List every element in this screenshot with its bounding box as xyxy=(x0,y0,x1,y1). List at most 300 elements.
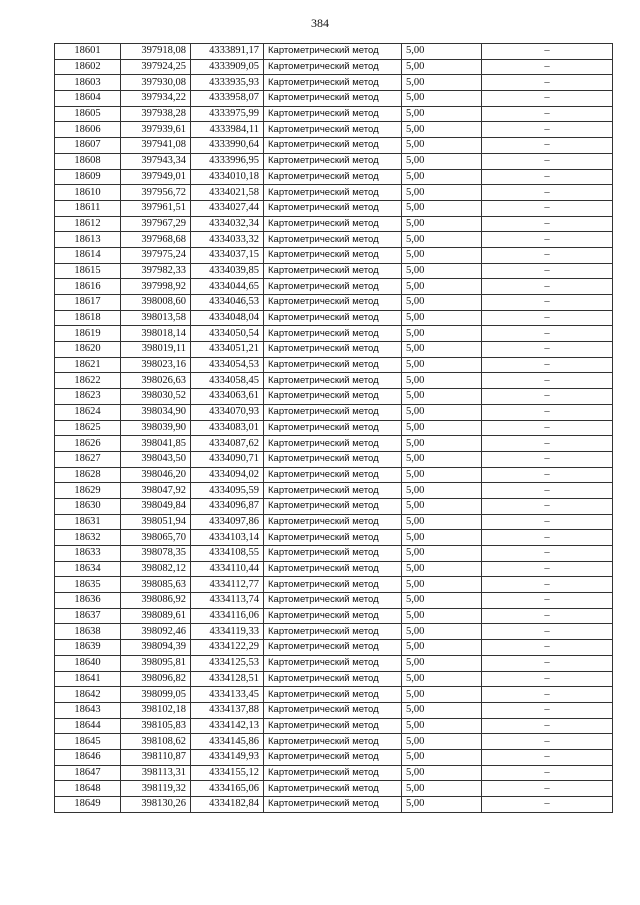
x-coordinate-cell: 398092,46 xyxy=(121,624,191,640)
accuracy-cell: 5,00 xyxy=(402,122,482,138)
method-cell: Картометрический метод xyxy=(264,342,402,358)
y-coordinate-cell: 4333984,11 xyxy=(191,122,264,138)
x-coordinate-cell: 398108,62 xyxy=(121,734,191,750)
table-row xyxy=(55,577,613,593)
y-coordinate-cell: 4334122,29 xyxy=(191,640,264,656)
point-number-cell: 18635 xyxy=(55,577,121,593)
method-cell: Картометрический метод xyxy=(264,436,402,452)
accuracy-cell: 5,00 xyxy=(402,702,482,718)
table-row xyxy=(55,75,613,91)
point-number-cell: 18633 xyxy=(55,546,121,562)
x-coordinate-cell: 398105,83 xyxy=(121,718,191,734)
dash-cell: – xyxy=(482,530,613,546)
table-row xyxy=(55,749,613,765)
y-coordinate-cell: 4334090,71 xyxy=(191,451,264,467)
y-coordinate-cell: 4334039,85 xyxy=(191,263,264,279)
method-cell: Картометрический метод xyxy=(264,122,402,138)
y-coordinate-cell: 4334033,32 xyxy=(191,232,264,248)
accuracy-cell: 5,00 xyxy=(402,310,482,326)
x-coordinate-cell: 397968,68 xyxy=(121,232,191,248)
x-coordinate-cell: 398034,90 xyxy=(121,404,191,420)
table-row xyxy=(55,734,613,750)
point-number-cell: 18609 xyxy=(55,169,121,185)
table-row xyxy=(55,91,613,107)
method-cell: Картометрический метод xyxy=(264,44,402,60)
dash-cell: – xyxy=(482,514,613,530)
method-cell: Картометрический метод xyxy=(264,561,402,577)
dash-cell: – xyxy=(482,702,613,718)
table-row xyxy=(55,232,613,248)
dash-cell: – xyxy=(482,169,613,185)
x-coordinate-cell: 398023,16 xyxy=(121,357,191,373)
y-coordinate-cell: 4334051,21 xyxy=(191,342,264,358)
x-coordinate-cell: 398086,92 xyxy=(121,593,191,609)
method-cell: Картометрический метод xyxy=(264,420,402,436)
x-coordinate-cell: 398051,94 xyxy=(121,514,191,530)
table-row xyxy=(55,279,613,295)
point-number-cell: 18627 xyxy=(55,451,121,467)
method-cell: Картометрический метод xyxy=(264,357,402,373)
accuracy-cell: 5,00 xyxy=(402,59,482,75)
y-coordinate-cell: 4334027,44 xyxy=(191,200,264,216)
table-row xyxy=(55,216,613,232)
method-cell: Картометрический метод xyxy=(264,765,402,781)
method-cell: Картометрический метод xyxy=(264,514,402,530)
dash-cell: – xyxy=(482,781,613,797)
y-coordinate-cell: 4334037,15 xyxy=(191,247,264,263)
dash-cell: – xyxy=(482,640,613,656)
y-coordinate-cell: 4334125,53 xyxy=(191,655,264,671)
point-number-cell: 18625 xyxy=(55,420,121,436)
table-row xyxy=(55,200,613,216)
table-row xyxy=(55,781,613,797)
point-number-cell: 18644 xyxy=(55,718,121,734)
table-row xyxy=(55,498,613,514)
point-number-cell: 18618 xyxy=(55,310,121,326)
y-coordinate-cell: 4334116,06 xyxy=(191,608,264,624)
y-coordinate-cell: 4334032,34 xyxy=(191,216,264,232)
accuracy-cell: 5,00 xyxy=(402,44,482,60)
table-row xyxy=(55,357,613,373)
accuracy-cell: 5,00 xyxy=(402,451,482,467)
dash-cell: – xyxy=(482,122,613,138)
dash-cell: – xyxy=(482,687,613,703)
table-row xyxy=(55,546,613,562)
accuracy-cell: 5,00 xyxy=(402,514,482,530)
dash-cell: – xyxy=(482,436,613,452)
table-row xyxy=(55,624,613,640)
point-number-cell: 18632 xyxy=(55,530,121,546)
dash-cell: – xyxy=(482,357,613,373)
table-row xyxy=(55,404,613,420)
method-cell: Картометрический метод xyxy=(264,734,402,750)
point-number-cell: 18606 xyxy=(55,122,121,138)
dash-cell: – xyxy=(482,44,613,60)
table-row xyxy=(55,530,613,546)
method-cell: Картометрический метод xyxy=(264,59,402,75)
y-coordinate-cell: 4333909,05 xyxy=(191,59,264,75)
accuracy-cell: 5,00 xyxy=(402,263,482,279)
x-coordinate-cell: 398008,60 xyxy=(121,295,191,311)
point-number-cell: 18649 xyxy=(55,797,121,813)
y-coordinate-cell: 4334094,02 xyxy=(191,467,264,483)
table-row xyxy=(55,467,613,483)
coordinates-table xyxy=(54,43,613,813)
x-coordinate-cell: 398047,92 xyxy=(121,483,191,499)
y-coordinate-cell: 4334155,12 xyxy=(191,765,264,781)
accuracy-cell: 5,00 xyxy=(402,624,482,640)
x-coordinate-cell: 398013,58 xyxy=(121,310,191,326)
point-number-cell: 18641 xyxy=(55,671,121,687)
method-cell: Картометрический метод xyxy=(264,593,402,609)
accuracy-cell: 5,00 xyxy=(402,749,482,765)
x-coordinate-cell: 398095,81 xyxy=(121,655,191,671)
y-coordinate-cell: 4334087,62 xyxy=(191,436,264,452)
x-coordinate-cell: 398078,35 xyxy=(121,546,191,562)
dash-cell: – xyxy=(482,185,613,201)
table-row xyxy=(55,138,613,154)
accuracy-cell: 5,00 xyxy=(402,216,482,232)
x-coordinate-cell: 398102,18 xyxy=(121,702,191,718)
point-number-cell: 18636 xyxy=(55,593,121,609)
accuracy-cell: 5,00 xyxy=(402,295,482,311)
x-coordinate-cell: 398018,14 xyxy=(121,326,191,342)
accuracy-cell: 5,00 xyxy=(402,718,482,734)
table-row xyxy=(55,436,613,452)
x-coordinate-cell: 398119,32 xyxy=(121,781,191,797)
table-row xyxy=(55,153,613,169)
x-coordinate-cell: 397939,61 xyxy=(121,122,191,138)
accuracy-cell: 5,00 xyxy=(402,530,482,546)
accuracy-cell: 5,00 xyxy=(402,436,482,452)
y-coordinate-cell: 4334095,59 xyxy=(191,483,264,499)
accuracy-cell: 5,00 xyxy=(402,687,482,703)
method-cell: Картометрический метод xyxy=(264,640,402,656)
accuracy-cell: 5,00 xyxy=(402,404,482,420)
dash-cell: – xyxy=(482,451,613,467)
dash-cell: – xyxy=(482,420,613,436)
dash-cell: – xyxy=(482,153,613,169)
x-coordinate-cell: 397924,25 xyxy=(121,59,191,75)
method-cell: Картометрический метод xyxy=(264,153,402,169)
point-number-cell: 18648 xyxy=(55,781,121,797)
point-number-cell: 18611 xyxy=(55,200,121,216)
dash-cell: – xyxy=(482,749,613,765)
accuracy-cell: 5,00 xyxy=(402,373,482,389)
x-coordinate-cell: 398089,61 xyxy=(121,608,191,624)
table-row xyxy=(55,702,613,718)
x-coordinate-cell: 398094,39 xyxy=(121,640,191,656)
dash-cell: – xyxy=(482,561,613,577)
table-row xyxy=(55,451,613,467)
x-coordinate-cell: 398026,63 xyxy=(121,373,191,389)
accuracy-cell: 5,00 xyxy=(402,546,482,562)
x-coordinate-cell: 397998,92 xyxy=(121,279,191,295)
dash-cell: – xyxy=(482,765,613,781)
y-coordinate-cell: 4334119,33 xyxy=(191,624,264,640)
table-row xyxy=(55,326,613,342)
y-coordinate-cell: 4334103,14 xyxy=(191,530,264,546)
point-number-cell: 18642 xyxy=(55,687,121,703)
x-coordinate-cell: 398049,84 xyxy=(121,498,191,514)
table-row xyxy=(55,640,613,656)
point-number-cell: 18645 xyxy=(55,734,121,750)
accuracy-cell: 5,00 xyxy=(402,671,482,687)
point-number-cell: 18610 xyxy=(55,185,121,201)
table-row xyxy=(55,389,613,405)
accuracy-cell: 5,00 xyxy=(402,247,482,263)
point-number-cell: 18621 xyxy=(55,357,121,373)
accuracy-cell: 5,00 xyxy=(402,357,482,373)
y-coordinate-cell: 4334054,53 xyxy=(191,357,264,373)
dash-cell: – xyxy=(482,59,613,75)
table-row xyxy=(55,59,613,75)
table-row xyxy=(55,122,613,138)
x-coordinate-cell: 397982,33 xyxy=(121,263,191,279)
y-coordinate-cell: 4334063,61 xyxy=(191,389,264,405)
table-row xyxy=(55,373,613,389)
method-cell: Картометрический метод xyxy=(264,200,402,216)
method-cell: Картометрический метод xyxy=(264,749,402,765)
accuracy-cell: 5,00 xyxy=(402,640,482,656)
table-row xyxy=(55,310,613,326)
y-coordinate-cell: 4334108,55 xyxy=(191,546,264,562)
dash-cell: – xyxy=(482,546,613,562)
point-number-cell: 18628 xyxy=(55,467,121,483)
accuracy-cell: 5,00 xyxy=(402,75,482,91)
method-cell: Картометрический метод xyxy=(264,169,402,185)
y-coordinate-cell: 4333935,93 xyxy=(191,75,264,91)
accuracy-cell: 5,00 xyxy=(402,91,482,107)
y-coordinate-cell: 4334128,51 xyxy=(191,671,264,687)
dash-cell: – xyxy=(482,389,613,405)
method-cell: Картометрический метод xyxy=(264,106,402,122)
method-cell: Картометрический метод xyxy=(264,483,402,499)
accuracy-cell: 5,00 xyxy=(402,420,482,436)
point-number-cell: 18602 xyxy=(55,59,121,75)
dash-cell: – xyxy=(482,342,613,358)
point-number-cell: 18631 xyxy=(55,514,121,530)
method-cell: Картометрический метод xyxy=(264,185,402,201)
method-cell: Картометрический метод xyxy=(264,498,402,514)
accuracy-cell: 5,00 xyxy=(402,389,482,405)
accuracy-cell: 5,00 xyxy=(402,765,482,781)
method-cell: Картометрический метод xyxy=(264,702,402,718)
point-number-cell: 18640 xyxy=(55,655,121,671)
table-row xyxy=(55,608,613,624)
y-coordinate-cell: 4334048,04 xyxy=(191,310,264,326)
y-coordinate-cell: 4334097,86 xyxy=(191,514,264,530)
accuracy-cell: 5,00 xyxy=(402,655,482,671)
table-row xyxy=(55,169,613,185)
method-cell: Картометрический метод xyxy=(264,655,402,671)
method-cell: Картометрический метод xyxy=(264,75,402,91)
table-row xyxy=(55,718,613,734)
y-coordinate-cell: 4334046,53 xyxy=(191,295,264,311)
accuracy-cell: 5,00 xyxy=(402,781,482,797)
x-coordinate-cell: 397934,22 xyxy=(121,91,191,107)
accuracy-cell: 5,00 xyxy=(402,232,482,248)
dash-cell: – xyxy=(482,671,613,687)
y-coordinate-cell: 4333996,95 xyxy=(191,153,264,169)
y-coordinate-cell: 4334083,01 xyxy=(191,420,264,436)
y-coordinate-cell: 4334149,93 xyxy=(191,749,264,765)
y-coordinate-cell: 4334050,54 xyxy=(191,326,264,342)
accuracy-cell: 5,00 xyxy=(402,138,482,154)
point-number-cell: 18608 xyxy=(55,153,121,169)
point-number-cell: 18604 xyxy=(55,91,121,107)
table-row xyxy=(55,483,613,499)
x-coordinate-cell: 398039,90 xyxy=(121,420,191,436)
table-body xyxy=(55,44,613,813)
method-cell: Картометрический метод xyxy=(264,216,402,232)
point-number-cell: 18617 xyxy=(55,295,121,311)
point-number-cell: 18639 xyxy=(55,640,121,656)
y-coordinate-cell: 4334010,18 xyxy=(191,169,264,185)
accuracy-cell: 5,00 xyxy=(402,200,482,216)
accuracy-cell: 5,00 xyxy=(402,561,482,577)
method-cell: Картометрический метод xyxy=(264,295,402,311)
accuracy-cell: 5,00 xyxy=(402,483,482,499)
y-coordinate-cell: 4334133,45 xyxy=(191,687,264,703)
point-number-cell: 18634 xyxy=(55,561,121,577)
x-coordinate-cell: 398019,11 xyxy=(121,342,191,358)
accuracy-cell: 5,00 xyxy=(402,169,482,185)
point-number-cell: 18623 xyxy=(55,389,121,405)
x-coordinate-cell: 397943,34 xyxy=(121,153,191,169)
x-coordinate-cell: 398046,20 xyxy=(121,467,191,483)
point-number-cell: 18612 xyxy=(55,216,121,232)
dash-cell: – xyxy=(482,216,613,232)
y-coordinate-cell: 4334113,74 xyxy=(191,593,264,609)
y-coordinate-cell: 4334044,65 xyxy=(191,279,264,295)
dash-cell: – xyxy=(482,373,613,389)
dash-cell: – xyxy=(482,608,613,624)
y-coordinate-cell: 4334112,77 xyxy=(191,577,264,593)
method-cell: Картометрический метод xyxy=(264,451,402,467)
point-number-cell: 18614 xyxy=(55,247,121,263)
method-cell: Картометрический метод xyxy=(264,671,402,687)
accuracy-cell: 5,00 xyxy=(402,577,482,593)
dash-cell: – xyxy=(482,483,613,499)
y-coordinate-cell: 4334058,45 xyxy=(191,373,264,389)
table-row xyxy=(55,247,613,263)
method-cell: Картометрический метод xyxy=(264,797,402,813)
dash-cell: – xyxy=(482,138,613,154)
dash-cell: – xyxy=(482,310,613,326)
accuracy-cell: 5,00 xyxy=(402,342,482,358)
method-cell: Картометрический метод xyxy=(264,247,402,263)
table-row xyxy=(55,593,613,609)
method-cell: Картометрический метод xyxy=(264,263,402,279)
y-coordinate-cell: 4334142,13 xyxy=(191,718,264,734)
accuracy-cell: 5,00 xyxy=(402,498,482,514)
accuracy-cell: 5,00 xyxy=(402,185,482,201)
dash-cell: – xyxy=(482,624,613,640)
point-number-cell: 18616 xyxy=(55,279,121,295)
dash-cell: – xyxy=(482,797,613,813)
method-cell: Картометрический метод xyxy=(264,781,402,797)
dash-cell: – xyxy=(482,295,613,311)
method-cell: Картометрический метод xyxy=(264,577,402,593)
x-coordinate-cell: 398043,50 xyxy=(121,451,191,467)
x-coordinate-cell: 398065,70 xyxy=(121,530,191,546)
method-cell: Картометрический метод xyxy=(264,687,402,703)
method-cell: Картометрический метод xyxy=(264,530,402,546)
x-coordinate-cell: 398096,82 xyxy=(121,671,191,687)
dash-cell: – xyxy=(482,247,613,263)
point-number-cell: 18637 xyxy=(55,608,121,624)
dash-cell: – xyxy=(482,498,613,514)
dash-cell: – xyxy=(482,75,613,91)
table-row xyxy=(55,342,613,358)
table-row xyxy=(55,106,613,122)
point-number-cell: 18622 xyxy=(55,373,121,389)
dash-cell: – xyxy=(482,577,613,593)
accuracy-cell: 5,00 xyxy=(402,797,482,813)
y-coordinate-cell: 4333975,99 xyxy=(191,106,264,122)
x-coordinate-cell: 397918,08 xyxy=(121,44,191,60)
point-number-cell: 18620 xyxy=(55,342,121,358)
method-cell: Картометрический метод xyxy=(264,373,402,389)
point-number-cell: 18626 xyxy=(55,436,121,452)
dash-cell: – xyxy=(482,718,613,734)
x-coordinate-cell: 398130,26 xyxy=(121,797,191,813)
point-number-cell: 18643 xyxy=(55,702,121,718)
x-coordinate-cell: 398099,05 xyxy=(121,687,191,703)
dash-cell: – xyxy=(482,200,613,216)
x-coordinate-cell: 398113,31 xyxy=(121,765,191,781)
y-coordinate-cell: 4334182,84 xyxy=(191,797,264,813)
y-coordinate-cell: 4333958,07 xyxy=(191,91,264,107)
point-number-cell: 18638 xyxy=(55,624,121,640)
table-row xyxy=(55,765,613,781)
y-coordinate-cell: 4334110,44 xyxy=(191,561,264,577)
accuracy-cell: 5,00 xyxy=(402,153,482,169)
y-coordinate-cell: 4334145,86 xyxy=(191,734,264,750)
dash-cell: – xyxy=(482,404,613,420)
dash-cell: – xyxy=(482,91,613,107)
point-number-cell: 18619 xyxy=(55,326,121,342)
x-coordinate-cell: 398041,85 xyxy=(121,436,191,452)
table-row xyxy=(55,44,613,60)
y-coordinate-cell: 4334070,93 xyxy=(191,404,264,420)
x-coordinate-cell: 397941,08 xyxy=(121,138,191,154)
x-coordinate-cell: 397975,24 xyxy=(121,247,191,263)
point-number-cell: 18624 xyxy=(55,404,121,420)
method-cell: Картометрический метод xyxy=(264,91,402,107)
point-number-cell: 18630 xyxy=(55,498,121,514)
table-row xyxy=(55,185,613,201)
method-cell: Картометрический метод xyxy=(264,326,402,342)
x-coordinate-cell: 397930,08 xyxy=(121,75,191,91)
method-cell: Картометрический метод xyxy=(264,718,402,734)
dash-cell: – xyxy=(482,326,613,342)
dash-cell: – xyxy=(482,106,613,122)
method-cell: Картометрический метод xyxy=(264,467,402,483)
accuracy-cell: 5,00 xyxy=(402,467,482,483)
method-cell: Картометрический метод xyxy=(264,279,402,295)
method-cell: Картометрический метод xyxy=(264,608,402,624)
x-coordinate-cell: 398110,87 xyxy=(121,749,191,765)
y-coordinate-cell: 4334096,87 xyxy=(191,498,264,514)
accuracy-cell: 5,00 xyxy=(402,326,482,342)
dash-cell: – xyxy=(482,593,613,609)
method-cell: Картометрический метод xyxy=(264,138,402,154)
y-coordinate-cell: 4333990,64 xyxy=(191,138,264,154)
point-number-cell: 18613 xyxy=(55,232,121,248)
point-number-cell: 18646 xyxy=(55,749,121,765)
